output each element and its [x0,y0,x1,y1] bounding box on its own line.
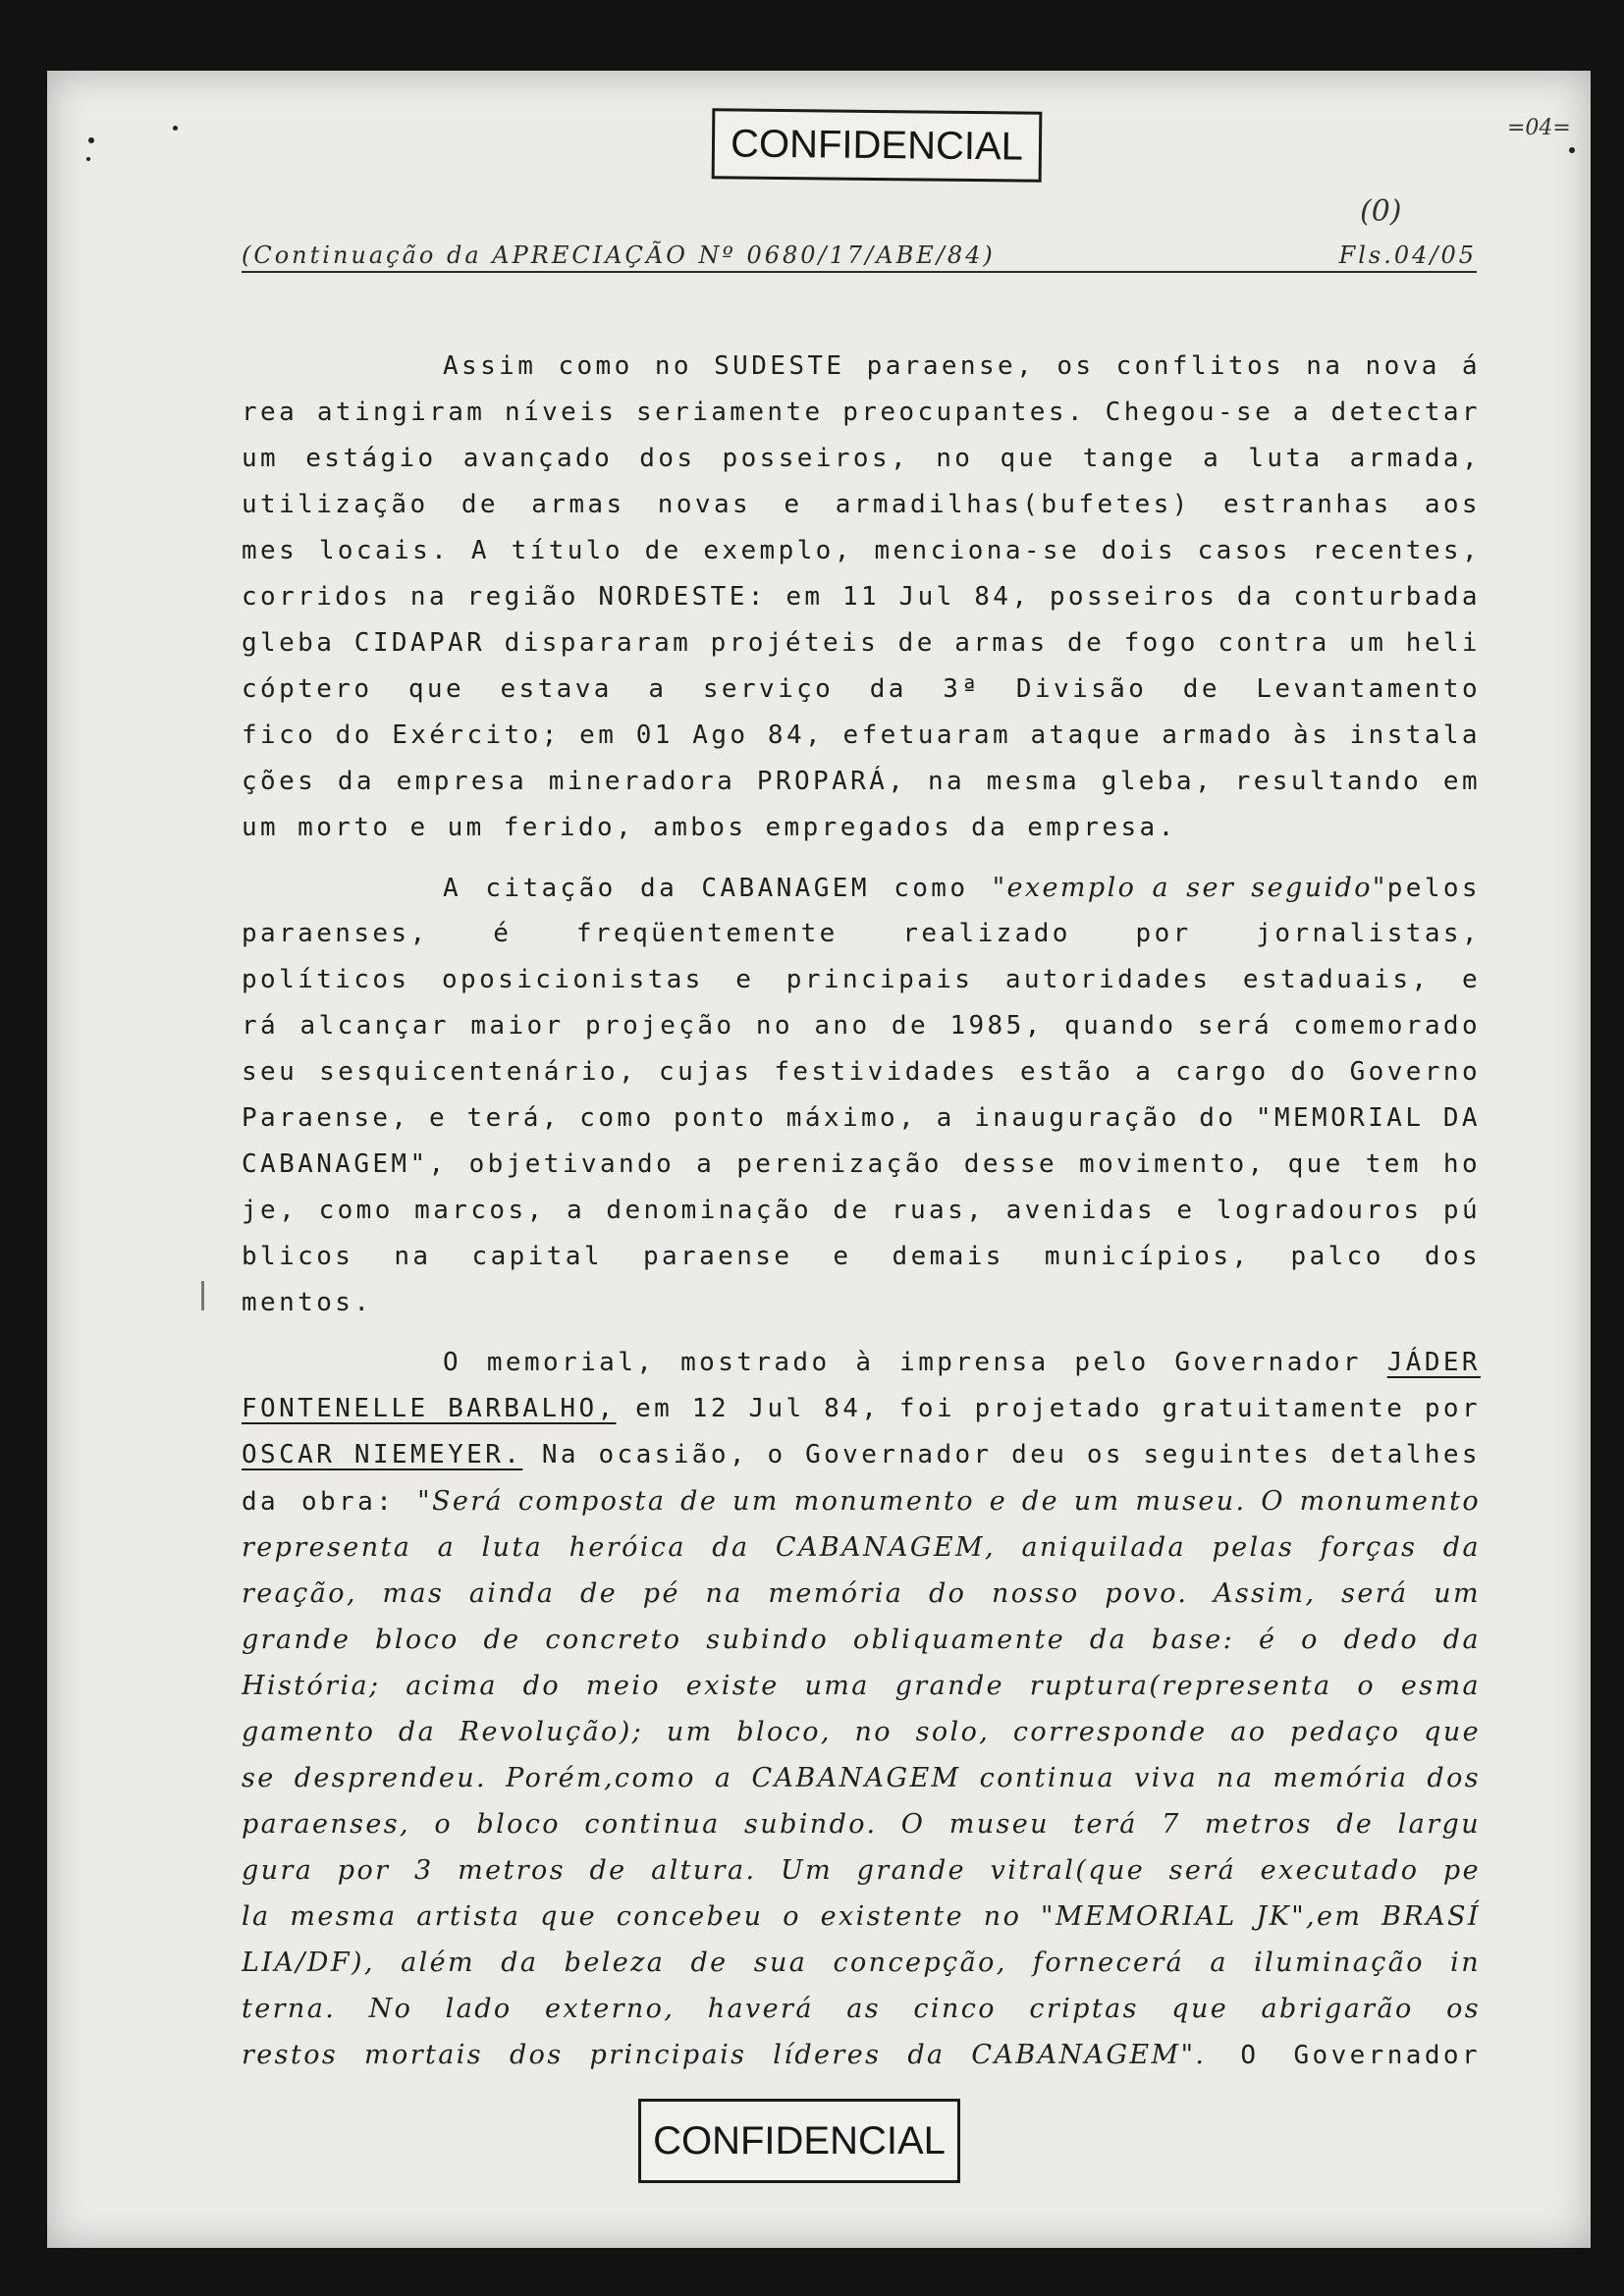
italic-line: grande bloco de concreto subindo obliquamente da base: é o dedo da [242,1625,1481,1655]
italic-line: LIA/DF), além da beleza de sua concepção, fornecerá a iluminação in [242,1948,1481,1978]
margin-tick [201,1281,204,1310]
header-folio: Fls.04/05 [1338,241,1477,269]
italic-quote: restos mortais dos principais líderes da CABANAGEM". [242,2040,1207,2070]
text-line [242,1340,1481,1386]
text-segment: O Governador [1206,2041,1481,2070]
text-segment: em 12 Jul 84, foi projetado gratuitamente por [616,1394,1481,1423]
text-segment: da obra: [242,1487,418,1517]
text-line [242,1432,1481,1478]
page-sequence-mark: =04= [1507,116,1571,140]
text-line [242,1386,1481,1432]
text-line: je, como marcos, a denominação de ruas, avenidas e logradouros pú [242,1196,1481,1225]
text-line: ções da empresa mineradora PROPARÁ, na mesma gleba, resultando em [242,767,1481,796]
text-line: um estágio avançado dos posseiros, no que tange a luta armada, [242,444,1481,473]
text-line: gleba CIDAPAR dispararam projéteis de armas de fogo contra um heli [242,628,1481,658]
italic-line: História; acima do meio existe uma grande ruptura(representa o esma [242,1671,1481,1701]
underlined-name: OSCAR NIEMEYER. [242,1440,523,1469]
italic-line: paraenses, o bloco continua subindo. O museu terá 7 metros de largu [242,1809,1481,1840]
text-line: utilização de armas novas e armadilhas(bufetes) estranhas aos [242,490,1481,519]
header-reference: (Continuação da APRECIAÇÃO Nº 0680/17/ABE/84) [242,241,996,269]
scan-speck [86,157,90,161]
text-line: mentos. [242,1288,373,1317]
confidential-stamp-top-text: CONFIDENCIAL [730,121,1024,169]
scan-speck [173,126,178,131]
italic-line: se desprendeu. Porém,como a CABANAGEM continua viva na memória dos [242,1763,1481,1793]
text-line: fico do Exército; em 01 Ago 84, efetuaram ataque armado às instala [242,721,1481,750]
text-line: rea atingiram níveis seriamente preocupantes. Chegou-se a detectar [242,398,1481,427]
text-line: Paraense, e terá, como ponto máximo, a inauguração do "MEMORIAL DA [242,1103,1481,1133]
underlined-name: FONTENELLE BARBALHO, [242,1394,617,1423]
italic-line: gamento da Revolução); um bloco, no solo, corresponde ao pedaço que [242,1717,1481,1747]
text-line: seu sesquicentenário, cujas festividades estão a cargo do Governo [242,1057,1481,1087]
text-line: Assim como no SUDESTE paraense, os conflitos na nova á [443,351,1481,381]
continuation-header [242,236,1477,273]
text-line [242,1478,1481,1524]
text-line [242,2032,1481,2078]
text-segment: O memorial, mostrado à imprensa pelo Governador [443,1348,1387,1377]
italic-quote: "Será composta de um monumento e de um museu. O monumento [417,1486,1481,1517]
confidential-stamp-top [712,108,1043,183]
italic-line: gura por 3 metros de altura. Um grande vitral(que será executado pe [242,1855,1481,1886]
italic-line: terna. No lado externo, haverá as cinco criptas que abrigarão os [242,1994,1481,2024]
italic-line: representa a luta heróica da CABANAGEM, aniquilada pelas forças da [242,1532,1481,1563]
text-line: CABANAGEM", objetivando a perenização desse movimento, que tem ho [242,1149,1481,1179]
confidential-stamp-bottom [638,2099,960,2183]
text-line: blicos na capital paraense e demais municípios, palco dos [242,1242,1481,1271]
text-line: um morto e um ferido, ambos empregados da empresa. [242,813,1177,842]
text-line: cóptero que estava a serviço da 3ª Divisão de Levantamento [242,674,1481,704]
text-line [242,865,1481,911]
text-line: paraenses, é freqüentemente realizado por jornalistas, [242,919,1481,948]
italic-quote: "exemplo a ser seguido" [992,873,1387,903]
italic-line: reação, mas ainda de pé na memória do nosso povo. Assim, será um [242,1578,1481,1609]
text-segment: Na ocasião, o Governador deu os seguintes detalhes [522,1440,1481,1469]
text-line: corridos na região NORDESTE: em 11 Jul 84, posseiros da conturbada [242,582,1481,612]
text-line: rá alcançar maior projeção no ano de 1985, quando será comemorado [242,1011,1481,1041]
document-body [242,344,1481,2078]
handwritten-mark: (0) [1360,194,1402,229]
confidential-stamp-bottom-text: CONFIDENCIAL [653,2118,946,2163]
italic-line: la mesma artista que concebeu o existente no "MEMORIAL JK",em BRASÍ [242,1901,1481,1932]
scan-speck [88,137,94,143]
scan-speck [1569,147,1575,153]
text-line: mes locais. A título de exemplo, menciona-se dois casos recentes, [242,536,1481,565]
text-segment: pelos [1386,874,1481,903]
text-segment: A citação da CABANAGEM como [443,874,993,903]
text-line: políticos oposicionistas e principais autoridades estaduais, e [242,965,1481,994]
underlined-name: JÁDER [1386,1348,1481,1377]
